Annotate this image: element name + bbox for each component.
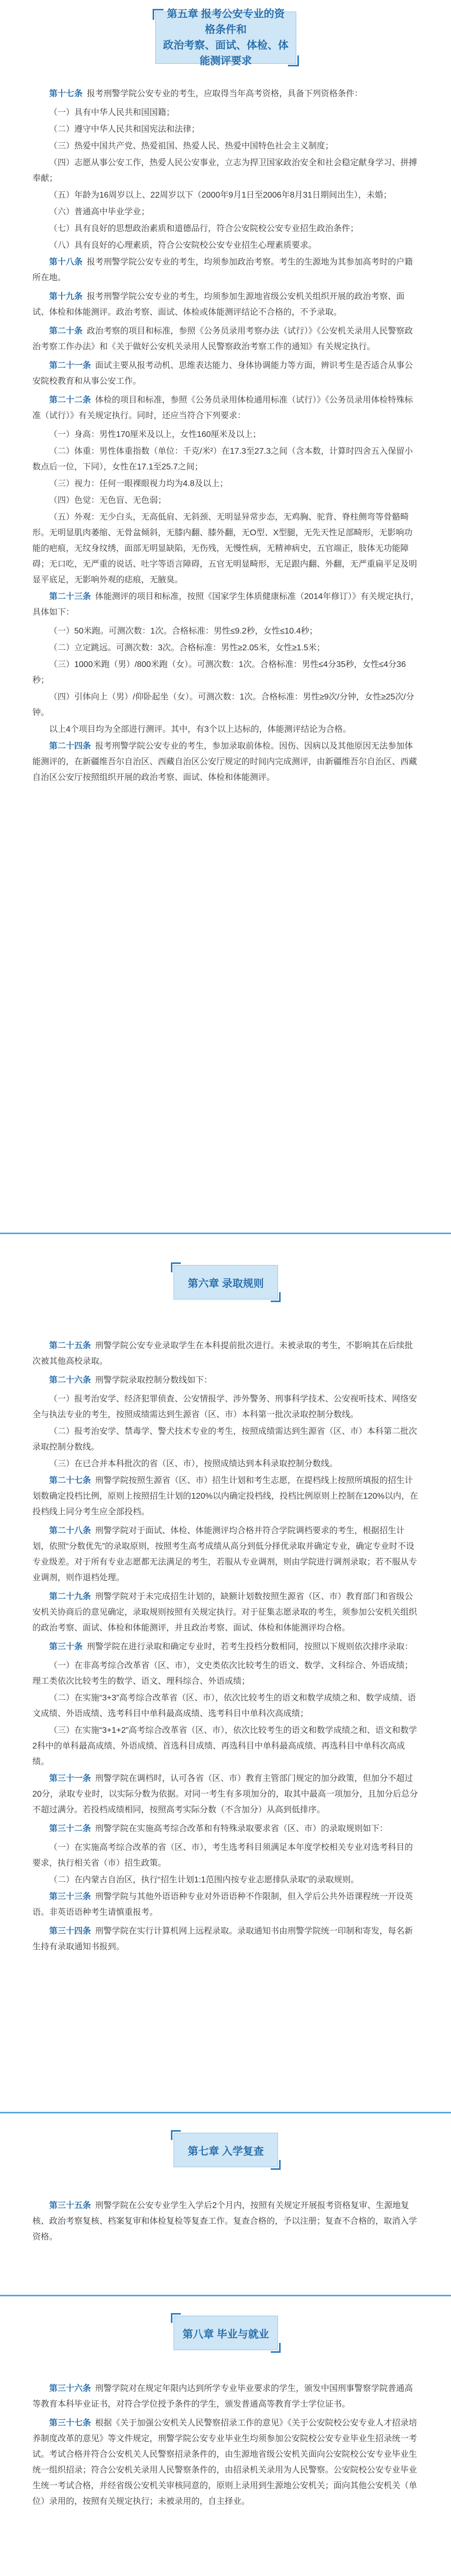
chapter8-divider-top <box>0 2295 451 2296</box>
chapter5-banner <box>155 8 296 67</box>
chapter6-paragraph <box>32 1639 419 1655</box>
chapter6-heading <box>174 1265 278 1300</box>
article-text: 刑警学院对在规定年限内达到所学专业毕业要求的学生，颁发中国刑事警察学院普通高等教育本科毕业证书，对符合学位授予条件的学生，颁发普通高等教育学士学位证书。 <box>32 2384 413 2409</box>
chapter5-paragraph <box>32 289 419 320</box>
chapter5-paragraph <box>32 105 419 121</box>
article-number: 第三十六条 <box>49 2384 91 2393</box>
article-text: （五）外观：无少白头，无高低肩、无斜颈、无明显异常步态，无鸡胸、驼背、脊柱侧弯等骨骼畸形。无明显肌肉萎缩、无骨盆倾斜，无膝内翻、膝外翻，无O型、X型腿，无先天性足部畸形，无影响功能的疤痕，无纹身纹绣，面部无明显缺陷，无伤残，无慢性病，无精神病史，五官端正，肢体无功能障碍；无口吃，无严重的说话、吐字等语言障碍，五官无明显畸形，无足跟内翻、外翻，无严重扁平足及明显平底足，无影响外观的痣痕，无腋臭。 <box>32 513 418 584</box>
chapter5-paragraph <box>32 722 419 738</box>
article-text: 刑警学院与其他外语语种专业对外语语种不作限制，但入学后公共外语课程统一开设英语。非英语语种考生请慎重报考。 <box>32 1892 413 1917</box>
chapter5-title-line1: 第五章 报考公安专业的资格条件和 <box>167 8 285 36</box>
article-text: （二）立定跳远。可测次数：3次。合格标准：男性≥2.05米，女性≥1.5米； <box>49 643 325 652</box>
chapter6-paragraph <box>32 1589 419 1636</box>
chapter5-paragraph <box>32 393 419 424</box>
chapter8-heading <box>174 2316 278 2350</box>
article-text: 以上4个项目均为全部进行测评。其中，有3个以上达标的，体能测评结论为合格。 <box>49 725 351 734</box>
article-number: 第三十条 <box>49 1642 83 1651</box>
article-number: 第三十三条 <box>49 1892 91 1901</box>
article-text: （四）引体向上（男）/仰卧起坐（女）。可测次数：1次。合格标准：男性≥9次/分钟，女性≥25次/分钟。 <box>32 693 414 717</box>
article-text: （一）身高：男性170厘米及以上，女性160厘米及以上； <box>49 430 261 439</box>
chapter6-title: 第六章 录取规则 <box>188 1278 264 1290</box>
article-number: 第二十三条 <box>49 592 91 601</box>
article-text: （五）年龄为16周岁以上、22周岁以下（2000年9月1日至2006年8月31日期间出生），未婚； <box>49 191 392 200</box>
chapter7-paragraph <box>32 2198 419 2245</box>
chapter5-paragraph <box>32 739 419 786</box>
chapter5-paragraph <box>32 476 419 492</box>
chapter6-paragraph <box>32 1840 419 1871</box>
chapter7-content <box>32 2198 419 2248</box>
chapter5-paragraph <box>32 188 419 203</box>
article-number: 第二十条 <box>49 327 83 336</box>
chapter6-content <box>32 1338 419 1958</box>
chapter6-paragraph <box>32 1373 419 1388</box>
chapter5-content <box>32 86 419 789</box>
article-text: （一）具有中华人民共和国国籍； <box>49 108 175 117</box>
article-text: （八）具有良好的心理素质，符合公安院校公安专业招生心理素质要求。 <box>49 241 317 250</box>
chapter8-paragraph <box>32 2381 419 2412</box>
article-number: 第三十二条 <box>49 1824 91 1833</box>
chapter6-paragraph <box>32 1872 419 1888</box>
chapter5-paragraph <box>32 155 419 187</box>
article-text: （一）在实施高考综合改革的省（区、市），考生选考科目须满足本年度学校相关专业对选考科目的要求，执行相关省（市）招生政策。 <box>32 1843 413 1868</box>
chapter5-paragraph <box>32 238 419 254</box>
chapter5-paragraph <box>32 139 419 154</box>
chapter5-paragraph <box>32 589 419 620</box>
article-text: 刑警学院录取控制分数线如下： <box>95 1376 213 1385</box>
article-text: （三）视力：任何一眼裸眼视力均为4.8及以上； <box>49 479 228 488</box>
article-text: （二）报考治安学、禁毒学、警犬技术专业的考生，按照成绩需达到生源省（区、市）本科第二批次录取控制分数线。 <box>32 1427 418 1452</box>
chapter7-divider-top <box>0 2112 451 2113</box>
article-text: 政治考察的项目和标准，参照《公务员录用考察办法（试行）》《公安机关录用人民警察政治考察工作办法》和《关于做好公安机关录用人民警察政治考察工作的通知》有关规定执行。 <box>32 327 413 351</box>
chapter6-paragraph <box>32 1392 419 1423</box>
article-text: 刑警学院公安专业录取学生在本科提前批次进行。未被录取的考生，不影响其在后续批次被其他高校录取。 <box>32 1341 413 1366</box>
article-number: 第三十一条 <box>49 1774 91 1783</box>
article-text: 报考刑警学院公安专业的考生，参加录取前体检。因伤、因病以及其他原因无法参加体能测评的，在新疆维吾尔自治区、西藏自治区公安厅规定的时间内完成测评，由新疆维吾尔自治区、西藏自治区公安厅按照组织开展的政治考察、面试、体检和体能测评。 <box>32 742 418 782</box>
chapter6-paragraph <box>32 1924 419 1955</box>
chapter6-paragraph <box>32 1424 419 1455</box>
article-number: 第二十九条 <box>49 1592 91 1601</box>
chapter5-paragraph <box>32 221 419 237</box>
chapter5-title-line2: 政治考察、面试、体检、体能测评要求 <box>163 40 288 67</box>
chapter5-paragraph <box>32 204 419 220</box>
chapter8-content <box>32 2381 419 2513</box>
chapter6-paragraph <box>32 1690 419 1722</box>
article-text: （四）志愿从事公安工作，热爱人民公安事业，立志为捍卫国家政治安全和社会稳定献身学习、拼搏奉献； <box>32 158 418 183</box>
chapter5-paragraph <box>32 444 419 475</box>
article-number: 第二十六条 <box>49 1376 91 1385</box>
article-text: 刑警学院在实施高考综合改革和有特殊录取要求省（区、市）的录取规则如下： <box>95 1824 388 1833</box>
article-number: 第十九条 <box>49 292 83 301</box>
chapter5-paragraph <box>32 358 419 389</box>
article-text: 刑警学院对于面试、体检、体能测评均合格并符合学院调档要求的考生，根据招生计划，依照“分数优先”的录取原则，按照考生高考成绩从高分到低分择优录取并确定专业，确定专业时不设专业级差。对于所有专业志愿都无法满足的考生，若服从专业调剂，则由学院进行调剂录取；若不服从专业调剂，则作退档处理。 <box>32 1526 418 1582</box>
chapter5-paragraph <box>32 255 419 286</box>
chapter7-title: 第七章 入学复查 <box>188 2145 264 2157</box>
article-number: 第二十一条 <box>49 361 91 370</box>
article-text: 刑警学院对于未完成招生计划的，缺额计划数按照生源省（区、市）教育部门和省级公安机关协商后的意见确定，录取规则按照有关规定执行。对于征集志愿录取的考生，须参加公安机关组织的政治考察、面试、体检和体能测评，并且政治考察、面试、体检和体能测评均合格。 <box>32 1592 418 1632</box>
chapter5-paragraph <box>32 640 419 656</box>
chapter5-paragraph <box>32 657 419 688</box>
chapter5-paragraph <box>32 510 419 588</box>
article-number: 第二十五条 <box>49 1341 91 1350</box>
article-text: （二）在内蒙古自治区，执行“招生计划1:1范围内按专业志愿排队录取”的录取规则。 <box>49 1876 359 1884</box>
article-text: 刑警学院按照生源省（区、市）招生计划和考生志愿，在提档线上按照所填报的招生计划数确定投档比例，原则上按照招生计划的120%以内确定投档线，投档比例原则上控制在120%以内，在投档线上同分考生应全部投档。 <box>32 1476 418 1516</box>
article-number: 第二十二条 <box>49 396 91 405</box>
article-text: （二）在实施“3+3”高考综合改革省（区、市），依次比较考生的语文和数学成绩之和、数学成绩、语文成绩、外语成绩、选考科目中单科最高成绩、选考科目中单科次高成绩； <box>32 1694 416 1718</box>
chapter5-paragraph <box>32 427 419 443</box>
article-text: （一）报考治安学、经济犯罪侦查、公安情报学、涉外警务、刑事科学技术、公安视听技术、网络安全与执法专业的考生，按照成绩需达到生源省（区、市）本科第一批次录取控制分数线。 <box>32 1395 418 1419</box>
article-number: 第二十八条 <box>49 1526 91 1535</box>
article-number: 第三十七条 <box>49 2419 91 2428</box>
chapter5-paragraph <box>32 122 419 137</box>
chapter5-paragraph <box>32 324 419 355</box>
chapter6-paragraph <box>32 1658 419 1689</box>
article-text: 体能测评的项目和标准，按照《国家学生体质健康标准（2014年修订）》有关规定执行，具体如下： <box>32 592 419 617</box>
chapter5-paragraph <box>32 493 419 509</box>
chapter6-divider-top <box>0 1233 451 1234</box>
article-text: （一）在非高考综合改革省（区、市），文史类依次比较考生的语文、数学、文科综合、外语成绩；理工类依次比较考生的数学、语文、理科综合、外语成绩； <box>32 1661 413 1686</box>
article-text: 体检的项目和标准，参照《公务员录用体检通用标准（试行）》《公务员录用体检特殊标准（试行）》有关规定执行。同时，还应当符合下列要求： <box>32 396 413 420</box>
article-text: （七）具有良好的思想政治素质和道德品行，符合公安院校公安专业招生政治条件； <box>49 224 359 233</box>
article-text: （三）在已合并本科批次的省（区、市），按照成绩达到本科录取控制分数线。 <box>49 1459 338 1468</box>
chapter6-paragraph <box>32 1723 419 1770</box>
article-text: 报考刑警学院公安专业的考生，应取得当年高考资格，具备下列资格条件： <box>87 89 363 98</box>
article-text: 根据《关于加强公安机关人民警察招录工作的意见》《关于公安院校公安专业人才招录培养制度改革的意见》等文件规定，刑警学院公安专业毕业生均须参加公安院校公安专业毕业生招录统一考试。考试合格并符合公安机关人民警察招录条件的，由生源地省级公安机关面向公安院校公安专业毕业生统一组织招录；符合公安机关录用人民警察条件的，由招录机关录用为人民警察。公安院校公安专业毕业生统一考试合格，并经省级公安机关审核同意的，原则上录用到生源地公安机关；面向其他公安机关（单位）录用的，按照有关规定执行；未被录用的，自主择业。 <box>32 2419 418 2506</box>
article-text: （三）1000米跑（男）/800米跑（女）。可测次数：1次。合格标准：男性≤4分35秒，女性≤4分36秒； <box>32 660 406 685</box>
article-text: （六）普通高中毕业学业； <box>49 208 150 216</box>
chapter6-paragraph <box>32 1771 419 1818</box>
article-number: 第十八条 <box>49 258 83 267</box>
article-text: （三）在实施“3+1+2”高考综合改革省（区、市），依次比较考生的语文和数学成绩之和、语文和数学2科中的单科最高成绩、外语成绩、首选科目成绩、再选科目中单科最高成绩、再选科目中单科次高成绩。 <box>32 1726 418 1766</box>
chapter6-paragraph <box>32 1821 419 1837</box>
article-text: （一）50米跑。可测次数：1次。合格标准：男性≤9.2秒，女性≤10.4秒； <box>49 627 318 636</box>
article-number: 第三十四条 <box>49 1927 91 1936</box>
article-text: 报考刑警学院公安专业的考生，均须参加生源地省级公安机关组织开展的政治考察、面试、体检和体能测评。政治考察、面试、体检或体能测评结论不合格的，不予录取。 <box>32 292 405 317</box>
article-text: （二）遵守中华人民共和国宪法和法律； <box>49 125 200 134</box>
chapter7-heading <box>174 2133 278 2167</box>
article-number: 第二十四条 <box>49 742 91 751</box>
article-number: 第三十五条 <box>49 2201 91 2210</box>
article-text: 报考刑警学院公安专业的考生，均须参加政治考察。考生的生源地为其参加高考时的户籍所在地。 <box>32 258 413 282</box>
chapter6-paragraph <box>32 1338 419 1370</box>
chapter6-paragraph <box>32 1889 419 1920</box>
chapter5-paragraph <box>32 689 419 721</box>
chapter6-paragraph <box>32 1523 419 1586</box>
article-text: 刑警学院在实行计算机网上远程录取。录取通知书由刑警学院统一印制和寄发，每名新生持有录取通知书报到。 <box>32 1927 413 1951</box>
chapter8-paragraph <box>32 2416 419 2510</box>
article-text: 刑警学院在调档时，认可各省（区、市）教育主管部门规定的加分政策，但加分不超过20分，录取专业时，以实际分数为依据。对同一考生有多项加分的，取其中最高一项加分，且加分后总分不超过满分。若投档成绩相同，按照高考实际分数（不含加分）从高到低排序。 <box>32 1774 418 1814</box>
article-text: （三）热爱中国共产党、热爱祖国、热爱人民、热爱中国特色社会主义制度； <box>49 142 334 151</box>
chapter5-paragraph <box>32 86 419 102</box>
article-text: （四）色觉：无色盲、无色弱； <box>49 496 167 505</box>
chapter6-paragraph <box>32 1473 419 1520</box>
article-text: （二）体重：男性体重指数（单位：千克/米²）在17.3至27.3之间（含本数，计算时四舍五入保留小数点后一位，下同），女性在17.1至25.7之间； <box>32 447 413 472</box>
article-text: 面试主要从报考动机、思维表达能力、身体协调能力等方面，辨识考生是否适合从事公安院校教育和从事公安工作。 <box>32 361 413 386</box>
article-number: 第十七条 <box>49 89 83 98</box>
article-text: 刑警学院在公安专业学生入学后2个月内，按照有关规定开展报考资格复审、生源地复核、政治考察复核、档案复审和体检复检等复查工作。复查合格的，予以注册；复查不合格的，取消入学资格。 <box>32 2201 418 2241</box>
chapter8-title: 第八章 毕业与就业 <box>182 2328 269 2340</box>
article-number: 第二十七条 <box>49 1476 91 1485</box>
chapter6-paragraph <box>32 1456 419 1472</box>
chapter5-paragraph <box>32 624 419 639</box>
article-text: 刑警学院在进行录取和确定专业时，若考生投档分数相同，按照以下规则依次排序录取： <box>87 1642 413 1651</box>
